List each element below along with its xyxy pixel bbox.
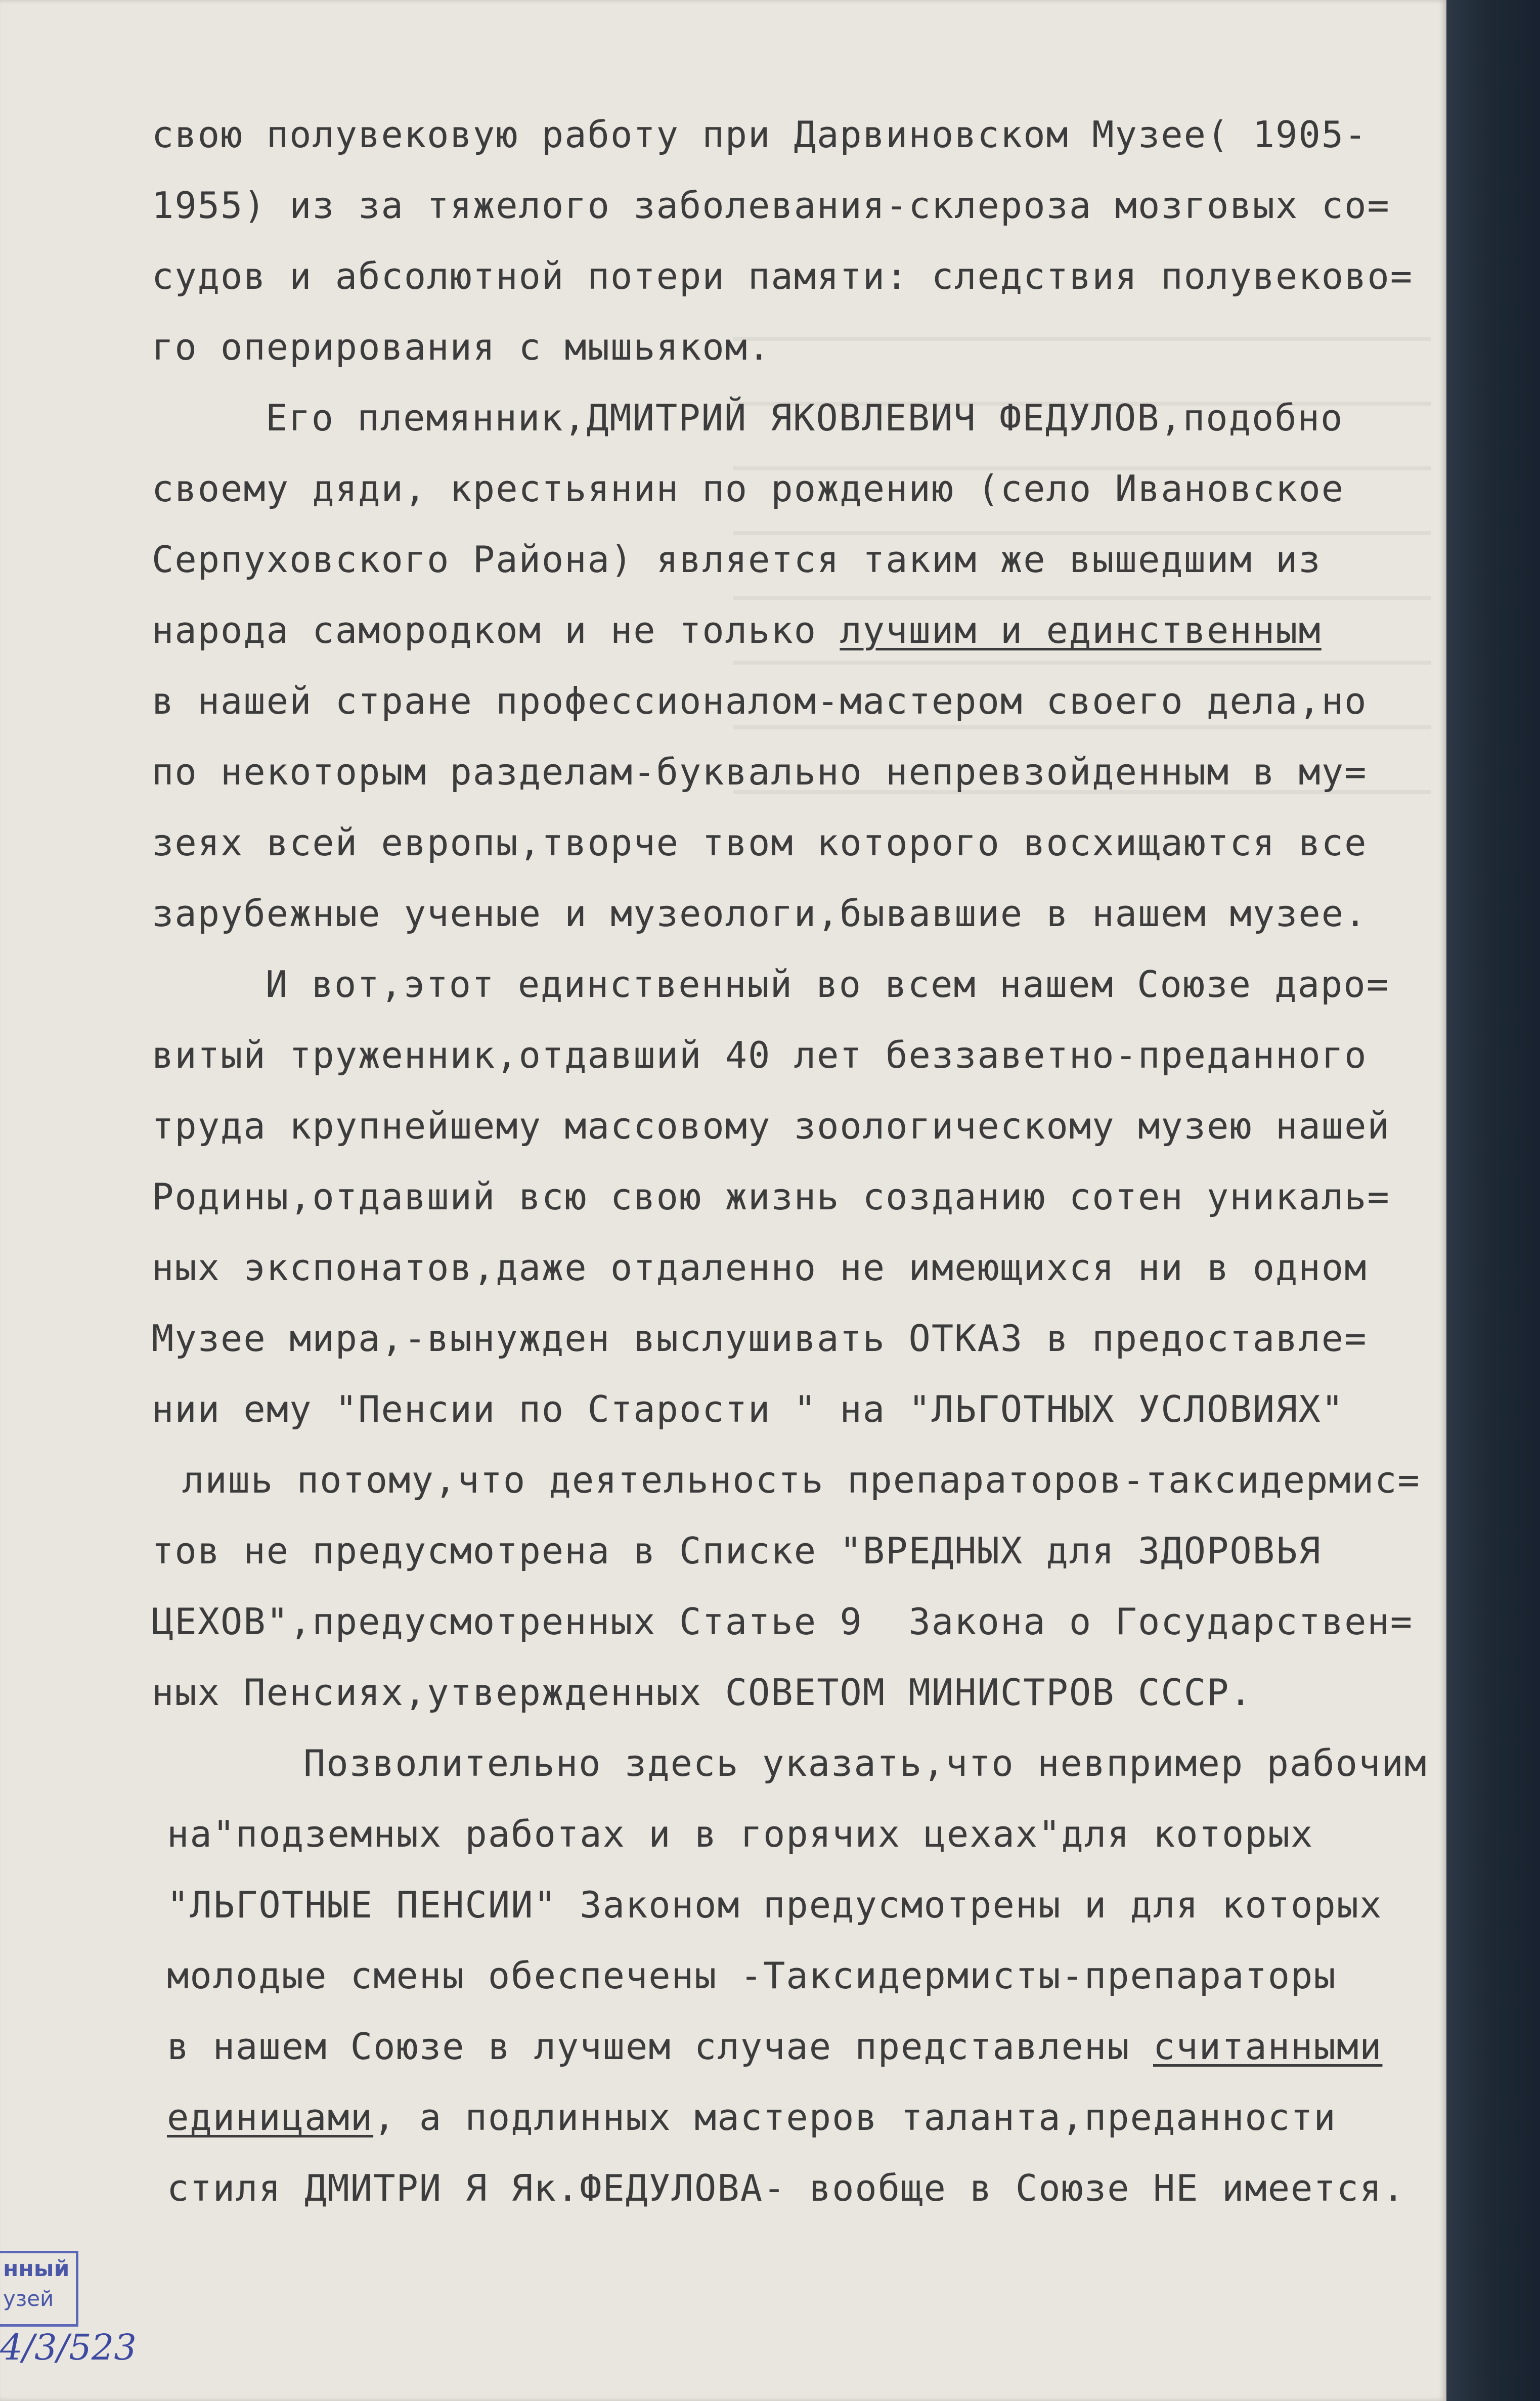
scanner-background: [1446, 0, 1540, 2401]
text-line: молодые смены обеспечены -Таксидермисты-препараторы: [167, 1954, 1337, 1997]
underlined-phrase: лучшим и единственным: [840, 609, 1322, 651]
text-line: 1955) из за тяжелого заболевания-склероза мозговых со=: [152, 184, 1390, 227]
text-fragment: в нашем Союзе в лучшем случае представлены: [167, 2025, 1153, 2068]
text-line: лишь потому,что деятельность препараторов-таксидермис=: [182, 1459, 1421, 1501]
text-fragment: , а подлинных мастеров таланта,преданности: [373, 2096, 1337, 2138]
text-line: зарубежные ученые и музеологи,бывавшие в нашем музее.: [152, 892, 1368, 935]
text-line: судов и абсолютной потери памяти: следствия полувеково=: [152, 255, 1414, 297]
text-line: труда крупнейшему массовому зоологическому музею нашей: [152, 1105, 1390, 1147]
stamp-inventory-number: 4/3/523: [0, 2327, 137, 2368]
text-line: Позволительно здесь указать,что невпример рабочим: [303, 1742, 1428, 1784]
text-line: стиля ДМИТРИ Я Як.ФЕДУЛОВА- вообще в Союзе НЕ имеется.: [167, 2167, 1405, 2209]
text-line: по некоторым разделам-буквально непревзойденным в му=: [152, 751, 1368, 793]
text-line: ных Пенсиях,утвержденных СОВЕТОМ МИНИСТРОВ СССР.: [152, 1671, 1253, 1714]
text-line: тов не предусмотрена в Списке "ВРЕДНЫХ для ЗДОРОВЬЯ: [152, 1530, 1322, 1572]
text-line: Родины,отдавший всю свою жизнь созданию сотен уникаль=: [152, 1175, 1390, 1218]
text-line: [152, 609, 1322, 651]
text-line: "ЛЬГОТНЫЕ ПЕНСИИ" Законом предусмотрены и для которых: [167, 1884, 1383, 1926]
text-line: ЦЕХОВ",предусмотренных Статье 9 Закона о Государствен=: [152, 1600, 1414, 1643]
text-line: [167, 2096, 1337, 2138]
text-line: ных экспонатов,даже отдаленно не имеющихся ни в одном: [152, 1246, 1368, 1289]
stamp-line-1: нный: [3, 2256, 70, 2282]
text-line: зеях всей европы,творче твом которого восхищаются все: [152, 821, 1368, 864]
archive-stamp: [0, 2251, 137, 2368]
text-line: свою полувековую работу при Дарвиновском Музее( 1905-: [152, 113, 1368, 156]
text-line: на"подземных работах и в горячих цехах"для которых: [167, 1813, 1314, 1855]
text-line: своему дяди, крестьянин по рождению (село Ивановское: [152, 467, 1345, 510]
text-line: витый труженник,отдавший 40 лет беззаветно-преданного: [152, 1034, 1368, 1076]
underlined-phrase: единицами: [167, 2096, 374, 2138]
underlined-phrase: считанными: [1153, 2025, 1383, 2068]
text-fragment: народа самородком и не только: [152, 609, 840, 651]
text-line: Музее мира,-вынужден выслушивать ОТКАЗ в предоставле=: [152, 1317, 1368, 1360]
stamp-line-2: узей: [3, 2286, 54, 2311]
text-line: в нашей стране профессионалом-мастером своего дела,но: [152, 680, 1368, 722]
text-line: И вот,этот единственный во всем нашем Союзе даро=: [266, 963, 1390, 1006]
text-line: нии ему "Пенсии по Старости " на "ЛЬГОТНЫХ УСЛОВИЯХ": [152, 1388, 1345, 1430]
text-line: Его племянник,ДМИТРИЙ ЯКОВЛЕВИЧ ФЕДУЛОВ,подобно: [266, 397, 1344, 439]
text-line: [167, 2025, 1383, 2068]
text-line: Серпуховского Района) является таким же вышедшим из: [152, 538, 1322, 581]
text-line: го оперирования с мышьяком.: [152, 326, 771, 368]
